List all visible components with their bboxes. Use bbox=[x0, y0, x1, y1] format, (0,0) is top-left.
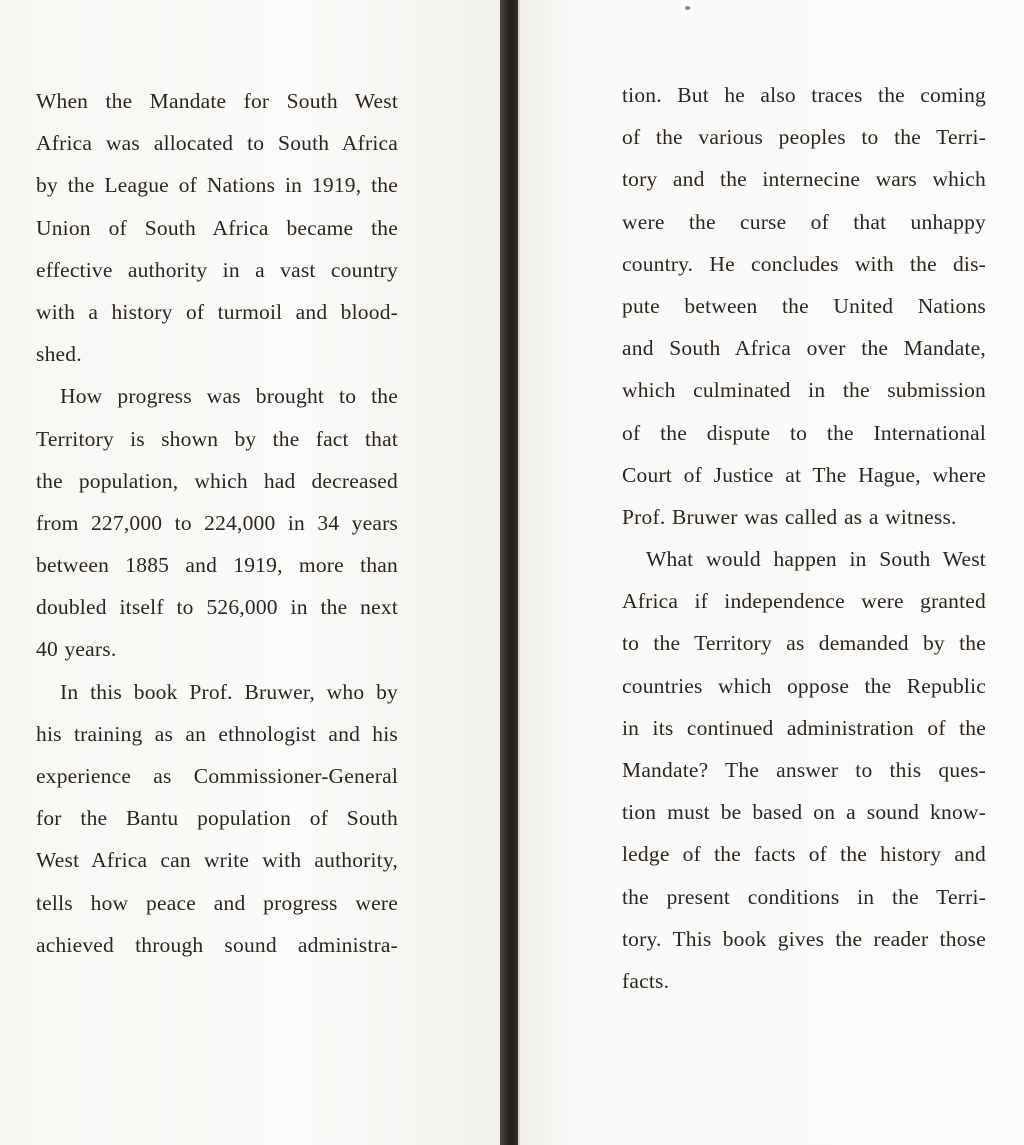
text-line: Prof. Bruwer was called as a witness. bbox=[622, 504, 957, 529]
text-line: experience as Commissioner-General bbox=[36, 764, 398, 788]
text-line: Africa was allocated to South Africa bbox=[36, 131, 398, 156]
text-line: pute between the United Nations bbox=[622, 293, 986, 318]
text-line: of the dispute to the International bbox=[622, 420, 986, 445]
text-line: between 1885 and 1919, more than bbox=[36, 553, 398, 578]
text-line: How progress was brought to the bbox=[60, 384, 398, 409]
text-line: with a history of turmoil and blood- bbox=[36, 299, 398, 324]
book-spine bbox=[500, 0, 520, 1145]
text-line: tory and the internecine wars which bbox=[622, 167, 986, 192]
text-line: his training as an ethnologist and his bbox=[36, 721, 398, 746]
text-line: In this book Prof. Bruwer, who by bbox=[60, 679, 398, 704]
text-line: the population, which had decreased bbox=[36, 468, 398, 493]
text-line: doubled itself to 526,000 in the next bbox=[36, 595, 398, 620]
text-line: tells how peace and progress were bbox=[36, 890, 398, 915]
text-line: were the curse of that unhappy bbox=[622, 209, 986, 234]
text-line: of the various peoples to the Terri- bbox=[622, 125, 986, 150]
text-line: West Africa can write with authority, bbox=[36, 848, 398, 873]
text-line: facts. bbox=[622, 968, 670, 993]
text-line: tory. This book gives the reader those bbox=[622, 926, 986, 951]
text-line: achieved through sound administra- bbox=[36, 932, 398, 957]
text-line: for the Bantu population of South bbox=[36, 806, 398, 831]
text-line: Union of South Africa became the bbox=[36, 215, 398, 240]
text-line: Africa if independence were granted bbox=[622, 589, 986, 614]
text-line: tion. But he also traces the coming bbox=[622, 83, 986, 107]
text-line: country. He concludes with the dis- bbox=[622, 251, 986, 276]
text-line: Court of Justice at The Hague, where bbox=[622, 462, 986, 487]
left-text-column bbox=[36, 80, 398, 966]
text-line: and South Africa over the Mandate, bbox=[622, 336, 986, 361]
text-line: which culminated in the submission bbox=[622, 378, 986, 403]
text-line: Mandate? The answer to this ques- bbox=[622, 758, 986, 782]
text-line: ledge of the facts of the history and bbox=[622, 842, 986, 867]
text-line: Territory is shown by the fact that bbox=[36, 426, 398, 451]
text-line: When the Mandate for South West bbox=[36, 89, 398, 113]
text-line: effective authority in a vast country bbox=[36, 257, 398, 282]
right-text-column bbox=[622, 74, 986, 1002]
text-line: countries which oppose the Republic bbox=[622, 673, 986, 698]
text-line: from 227,000 to 224,000 in 34 years bbox=[36, 510, 398, 535]
text-line: in its continued administration of the bbox=[622, 715, 986, 740]
text-line: 40 years. bbox=[36, 637, 117, 662]
text-line: What would happen in South West bbox=[646, 547, 986, 572]
paper-speck bbox=[685, 6, 690, 10]
text-line: tion must be based on a sound know- bbox=[622, 800, 986, 825]
text-line: the present conditions in the Terri- bbox=[622, 884, 986, 909]
text-line: shed. bbox=[36, 342, 82, 367]
text-line: by the League of Nations in 1919, the bbox=[36, 173, 398, 198]
text-line: to the Territory as demanded by the bbox=[622, 631, 986, 656]
